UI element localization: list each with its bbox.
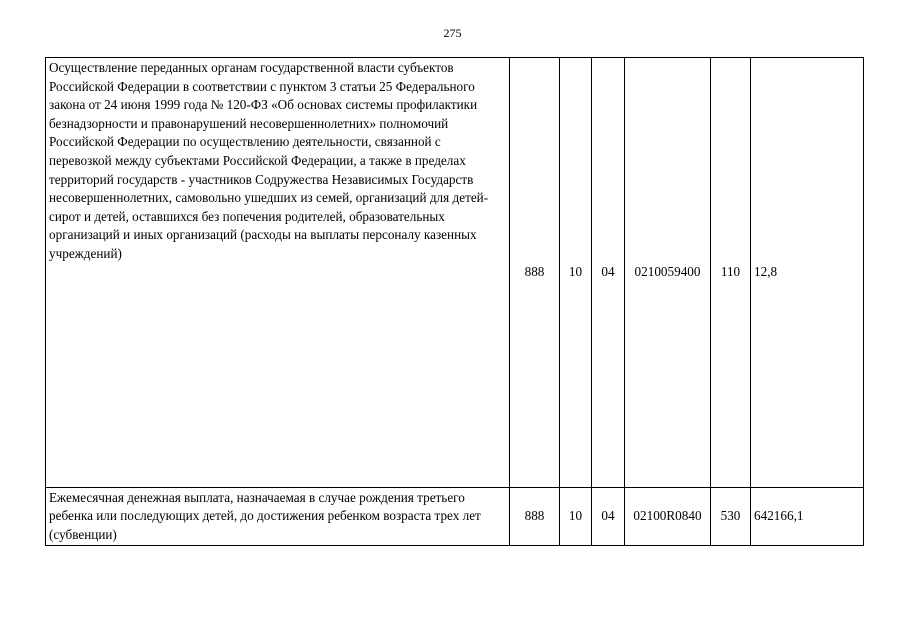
subsection-code: 04 [592, 58, 625, 488]
table-row [46, 488, 864, 546]
target-article-code: 0210059400 [625, 58, 711, 488]
expense-type-code: 110 [711, 58, 751, 488]
expense-type-code: 530 [711, 488, 751, 546]
amount-value: 642166,1 [751, 488, 864, 546]
subsection-code: 04 [592, 488, 625, 546]
section-code: 10 [560, 58, 592, 488]
row-description: Ежемесячная денежная выплата, назначаемая в случае рождения третьего ребенка или последующих детей, до достижения ребенком возраста трех лет (субвенции) [46, 488, 510, 546]
section-code: 10 [560, 488, 592, 546]
table-row [46, 58, 864, 488]
row-description: Осуществление переданных органам государственной власти субъектов Российской Федерации в соответствии с пунктом 3 статьи 25 Федерального закона от 24 июня 1999 года № 120-ФЗ «Об основах системы профилактики безнадзорности и правонарушений несовершеннолетних» полномочий Российской Федерации по осуществлению деятельности, связанной с перевозкой между субъектами Российской Федерации, а также в пределах территорий государств - участников Содружества Независимых Государств несовершеннолетних, самовольно ушедших из семей, организаций для детей-сирот и детей, оставшихся без попечения родителей, образовательных организаций и иных организаций (расходы на выплаты персоналу казенных учреждений) [46, 58, 510, 488]
ministry-code: 888 [510, 488, 560, 546]
page-number: 275 [443, 26, 462, 40]
amount-value: 12,8 [751, 58, 864, 488]
ministry-code: 888 [510, 58, 560, 488]
budget-table [45, 57, 864, 546]
target-article-code: 02100R0840 [625, 488, 711, 546]
